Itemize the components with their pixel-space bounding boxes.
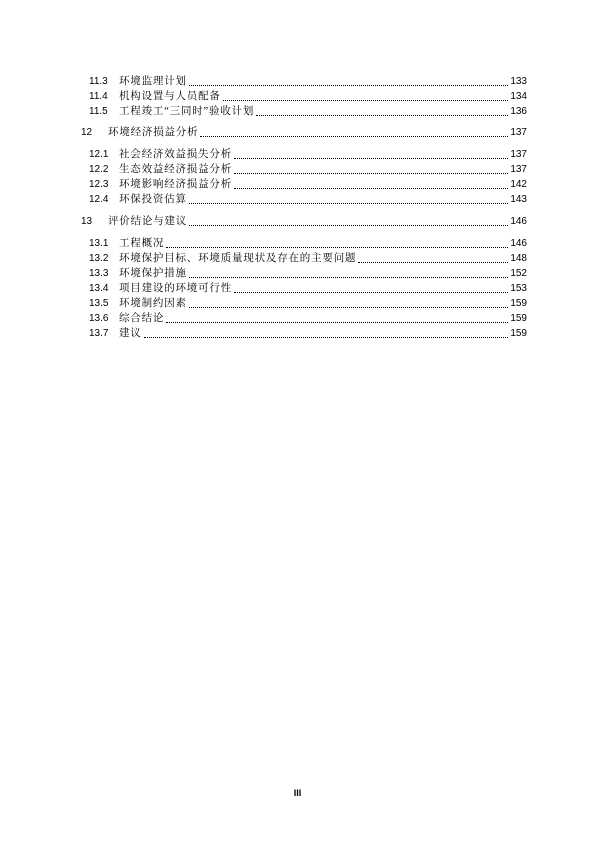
toc-entry-13-6[interactable] — [89, 312, 527, 326]
toc-dot-leader — [189, 276, 509, 278]
toc-entry-number: 12.4 — [89, 194, 109, 205]
toc-dot-leader — [234, 187, 508, 189]
toc-dot-leader — [166, 321, 508, 323]
toc-entry-page: 137 — [510, 164, 527, 175]
toc-entry-12-1[interactable] — [89, 148, 527, 162]
toc-entry-13[interactable] — [81, 215, 527, 229]
toc-dot-leader — [234, 291, 508, 293]
toc-entry-13-7[interactable] — [89, 327, 527, 341]
toc-entry-number: 12 — [81, 127, 93, 138]
toc-entry-title: 环境影响经济损益分析 — [119, 179, 232, 190]
toc-entry-page: 159 — [510, 298, 527, 309]
toc-entry-page: 146 — [510, 216, 527, 227]
toc-entry-title: 生态效益经济损益分析 — [119, 164, 232, 175]
toc-entry-number: 12.1 — [89, 149, 109, 160]
toc-entry-title: 机构设置与人员配备 — [119, 91, 221, 102]
toc-dot-leader — [234, 172, 508, 174]
toc-entry-title: 环境经济损益分析 — [108, 127, 199, 138]
toc-entry-page: 159 — [510, 313, 527, 324]
toc-entry-page: 159 — [510, 328, 527, 339]
toc-entry-number: 13.3 — [89, 268, 109, 279]
toc-entry-11-4[interactable] — [89, 90, 527, 104]
toc-entry-12-3[interactable] — [89, 178, 527, 192]
toc-entry-12-2[interactable] — [89, 163, 527, 177]
toc-entry-13-3[interactable] — [89, 267, 527, 281]
toc-entry-number: 13.2 — [89, 253, 109, 264]
toc-entry-12-4[interactable] — [89, 193, 527, 207]
toc-dot-leader — [358, 261, 508, 263]
toc-entry-number: 12.2 — [89, 164, 109, 175]
toc-entry-number: 13.7 — [89, 328, 109, 339]
toc-entry-page: 137 — [510, 127, 527, 138]
toc-dot-leader — [223, 99, 509, 101]
toc-entry-title: 工程竣工“三同时”验收计划 — [119, 106, 255, 117]
toc-entry-page: 146 — [510, 238, 527, 249]
toc-entry-title: 建议 — [119, 328, 142, 339]
toc-entry-number: 11.5 — [89, 106, 108, 117]
toc-entry-number: 11.4 — [89, 91, 108, 102]
toc-entry-page: 134 — [510, 91, 527, 102]
toc-dot-leader — [166, 246, 508, 248]
toc-entry-title: 工程概况 — [119, 238, 165, 249]
toc-entry-number: 11.3 — [89, 76, 108, 87]
toc-entry-title: 环保投资估算 — [119, 194, 187, 205]
toc-entry-page: 152 — [510, 268, 527, 279]
page-number-footer: III — [293, 788, 302, 798]
toc-entry-page: 142 — [510, 179, 527, 190]
toc-entry-title: 综合结论 — [119, 313, 165, 324]
toc-entry-number: 13 — [81, 216, 93, 227]
toc-entry-title: 环境制约因素 — [119, 298, 187, 309]
toc-entry-13-4[interactable] — [89, 282, 527, 296]
toc-entry-number: 13.5 — [89, 298, 109, 309]
toc-entry-12[interactable] — [81, 126, 527, 140]
toc-entry-page: 143 — [510, 194, 527, 205]
toc-entry-title: 社会经济效益损失分析 — [119, 149, 232, 160]
toc-entry-title: 评价结论与建议 — [108, 216, 188, 227]
toc-entry-page: 137 — [510, 149, 527, 160]
toc-entry-number: 13.6 — [89, 313, 109, 324]
toc-dot-leader — [200, 135, 508, 137]
toc-entry-13-2[interactable] — [89, 252, 527, 266]
toc-dot-leader — [189, 202, 509, 204]
toc-entry-page: 133 — [510, 76, 527, 87]
toc-entry-title: 环境保护目标、环境质量现状及存在的主要问题 — [119, 253, 357, 264]
toc-entry-title: 环境保护措施 — [119, 268, 187, 279]
toc-entry-number: 13.4 — [89, 283, 109, 294]
toc-entry-11-5[interactable] — [89, 105, 527, 119]
toc-entry-11-3[interactable] — [89, 75, 527, 89]
toc-entry-13-5[interactable] — [89, 297, 527, 311]
toc-entry-page: 148 — [510, 253, 527, 264]
toc-entry-title: 项目建设的环境可行性 — [119, 283, 232, 294]
toc-entry-page: 136 — [510, 106, 527, 117]
toc-entry-title: 环境监理计划 — [119, 76, 187, 87]
toc-entry-page: 153 — [510, 283, 527, 294]
toc-entry-13-1[interactable] — [89, 237, 527, 251]
toc-dot-leader — [189, 306, 509, 308]
toc-dot-leader — [234, 157, 508, 159]
toc-dot-leader — [144, 336, 509, 338]
toc-entry-number: 12.3 — [89, 179, 109, 190]
toc-dot-leader — [189, 84, 509, 86]
toc-dot-leader — [189, 224, 508, 226]
toc-dot-leader — [256, 114, 508, 116]
toc-entry-number: 13.1 — [89, 238, 109, 249]
